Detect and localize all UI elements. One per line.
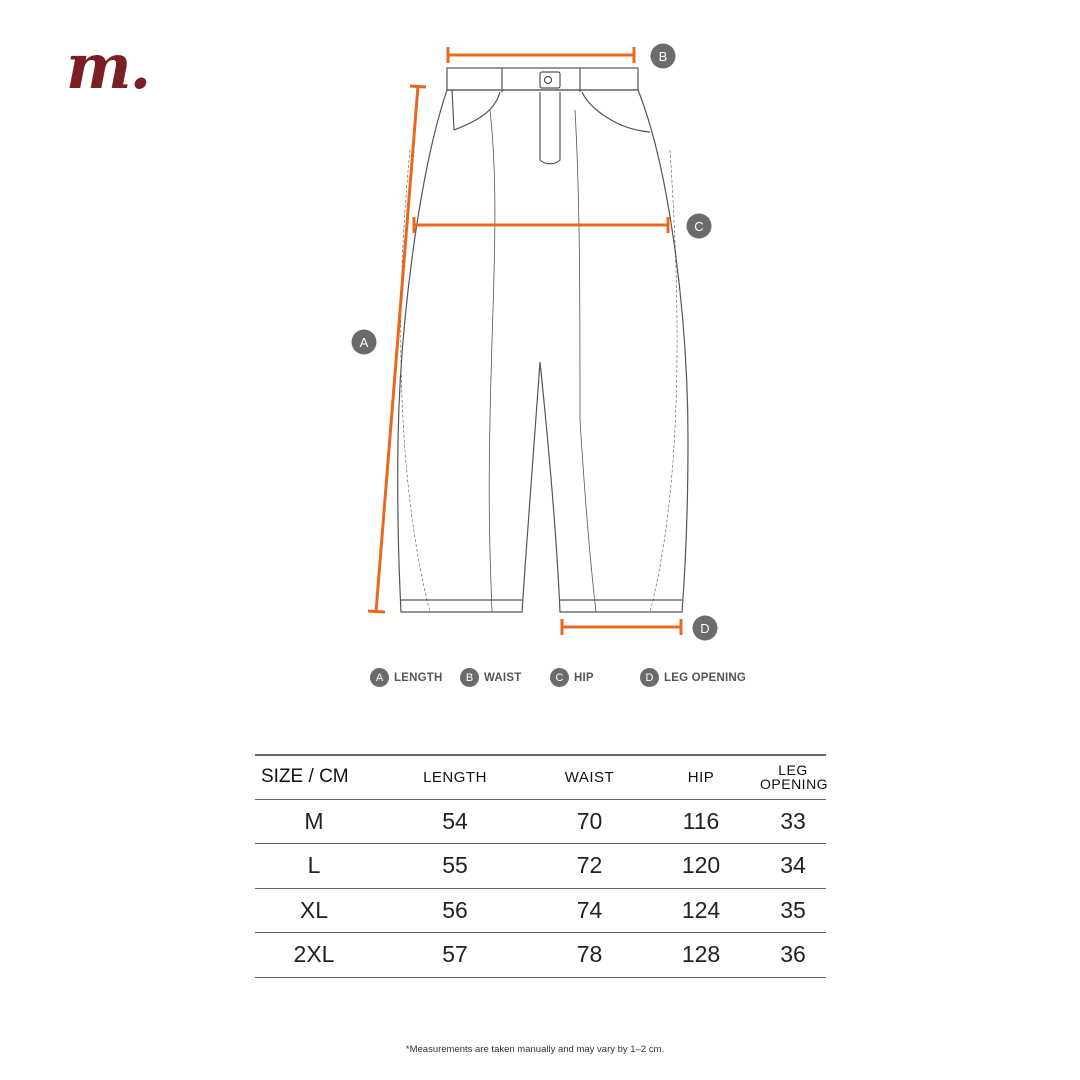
cell-size: 2XL bbox=[293, 941, 335, 968]
svg-text:B: B bbox=[658, 49, 668, 64]
col-header-waist: WAIST bbox=[564, 768, 615, 786]
cell-leg-opening: 33 bbox=[780, 807, 806, 834]
legend-length bbox=[370, 668, 442, 687]
measure-lines bbox=[368, 47, 681, 635]
table-header-row bbox=[255, 755, 826, 799]
legend-label: LEG OPENING bbox=[664, 671, 747, 684]
legend-c-icon: C bbox=[550, 668, 569, 687]
col-header-hip: HIP bbox=[687, 768, 715, 786]
pants-body bbox=[398, 90, 688, 612]
cell-waist: 74 bbox=[576, 896, 603, 923]
svg-text:A: A bbox=[359, 335, 369, 350]
legend-label: HIP bbox=[574, 671, 594, 684]
cell-leg-opening: 34 bbox=[780, 852, 806, 879]
cell-size: L bbox=[307, 852, 321, 879]
marker-c-icon bbox=[687, 214, 712, 239]
legend-label: LENGTH bbox=[394, 671, 443, 684]
fly bbox=[540, 92, 560, 164]
table-row bbox=[255, 799, 826, 844]
legend-b-icon: B bbox=[460, 668, 479, 687]
marker-b-icon bbox=[651, 44, 676, 69]
cell-leg-opening: 36 bbox=[780, 941, 806, 968]
size-table bbox=[255, 754, 829, 978]
table-row bbox=[255, 933, 826, 978]
length-line bbox=[376, 86, 418, 612]
svg-text:D: D bbox=[700, 621, 710, 636]
button-tab bbox=[540, 72, 560, 88]
cell-size: M bbox=[304, 807, 324, 834]
waistband bbox=[447, 68, 638, 90]
cell-length: 55 bbox=[442, 852, 468, 879]
table-row bbox=[255, 844, 826, 889]
seam-right bbox=[650, 150, 677, 612]
cell-size: XL bbox=[299, 896, 329, 923]
cell-waist: 70 bbox=[576, 807, 603, 834]
pocket-right bbox=[582, 92, 650, 132]
crease-left bbox=[489, 110, 495, 612]
cell-hip: 116 bbox=[682, 807, 720, 834]
cell-hip: 120 bbox=[681, 852, 721, 879]
table-row bbox=[255, 888, 826, 933]
cell-length: 56 bbox=[442, 896, 468, 923]
cell-length: 54 bbox=[442, 807, 468, 834]
cell-leg-opening: 35 bbox=[780, 896, 806, 923]
legend-label: WAIST bbox=[484, 671, 522, 684]
legend-leg-opening bbox=[640, 668, 746, 687]
cell-length: 57 bbox=[442, 941, 468, 968]
legend-waist bbox=[460, 668, 521, 687]
cell-waist: 78 bbox=[576, 941, 603, 968]
col-header-size: SIZE / CM bbox=[261, 766, 349, 788]
pants-outline bbox=[398, 68, 688, 612]
col-header-length: LENGTH bbox=[423, 768, 487, 786]
pocket-left bbox=[452, 90, 500, 130]
svg-text:C: C bbox=[694, 219, 704, 234]
cell-waist: 72 bbox=[576, 852, 603, 879]
cell-hip: 128 bbox=[681, 941, 721, 968]
marker-a-icon bbox=[352, 330, 377, 355]
cell-hip: 124 bbox=[681, 896, 721, 923]
legend-hip bbox=[550, 668, 594, 687]
measurement-note: *Measurements are taken manually and may vary by 1–2 cm. bbox=[405, 1044, 665, 1055]
brand-logo: m. bbox=[66, 30, 150, 103]
marker-d-icon bbox=[693, 616, 718, 641]
legend-d-icon: D bbox=[640, 668, 659, 687]
legend-a-icon: A bbox=[370, 668, 389, 687]
crease-right bbox=[575, 110, 596, 612]
col-header-leg-opening: LEG OPENING bbox=[760, 762, 829, 793]
button bbox=[545, 77, 552, 84]
